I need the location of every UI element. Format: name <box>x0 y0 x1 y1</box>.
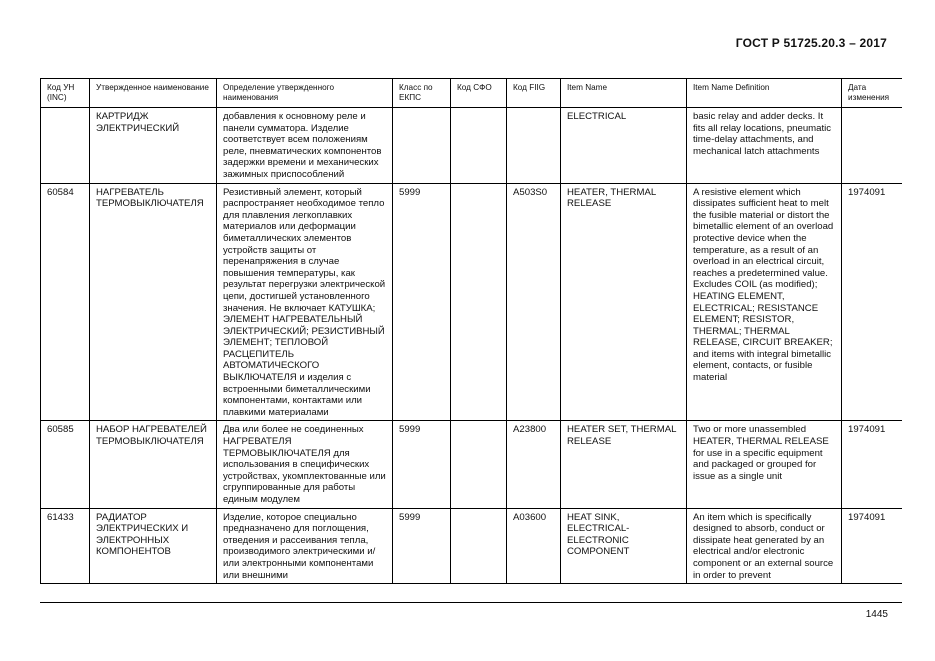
table-row <box>41 421 903 508</box>
cell-inc: 61433 <box>41 508 90 584</box>
table-row <box>41 108 903 184</box>
col-header-definition: Определение утвержденного наименования <box>217 79 393 108</box>
cell-item-definition: Two or more unassembled HEATER, THERMAL RELEASE for use in a specific equipment and packaged or grouped for issue as a single unit <box>687 421 842 508</box>
table-row <box>41 183 903 421</box>
cell-fiig: A03600 <box>507 508 561 584</box>
cell-sfo <box>451 421 507 508</box>
cell-item-name: ELECTRICAL <box>561 108 687 184</box>
document-standard-header: ГОСТ Р 51725.20.3 – 2017 <box>735 36 887 50</box>
cell-item-definition: basic relay and adder decks. It fits all relay locations, pneumatic time-delay attachments, and mechanical latch attachments <box>687 108 842 184</box>
cell-definition: Изделие, которое специально предназначено для поглощения, отведения и рассеивания тепла, производимого электрическими и/или электронными компонентами или внешними <box>217 508 393 584</box>
cell-item-name: HEATER, THERMAL RELEASE <box>561 183 687 421</box>
col-header-inc: Код УН (INC) <box>41 79 90 108</box>
cell-inc <box>41 108 90 184</box>
cell-date: 1974091 <box>842 421 903 508</box>
cell-definition: добавления к основному реле и панели сумматора. Изделие соответствует всем положениям реле, пневматических компонентов задержки времени и механических зажимных приспособлений <box>217 108 393 184</box>
cell-approved-name: НАБОР НАГРЕВАТЕЛЕЙ ТЕРМОВЫКЛЮЧАТЕЛЯ <box>90 421 217 508</box>
cell-inc: 60584 <box>41 183 90 421</box>
cell-fiig <box>507 108 561 184</box>
nomenclature-table-container <box>40 78 902 603</box>
col-header-date: Дата изменения <box>842 79 903 108</box>
cell-sfo <box>451 183 507 421</box>
table-row <box>41 508 903 584</box>
table-header-row <box>41 79 903 108</box>
page-number: 1445 <box>865 609 888 620</box>
cell-class: 5999 <box>393 421 451 508</box>
cell-approved-name: НАГРЕВАТЕЛЬ ТЕРМОВЫКЛЮЧАТЕЛЯ <box>90 183 217 421</box>
cell-item-definition: A resistive element which dissipates sufficient heat to melt the fusible material or distort the bimetallic element of an overload protective device when the temperature, as a result of an overload in an electrical circuit, reaches a predetermined value. Excludes COIL (as modified); HEATING ELEMENT, ELECTRICAL; RESISTANCE ELEMENT; RESISTOR, THERMAL; THERMAL RELEASE, CIRCUIT BREAKER; and items with integral bimetallic element, contacts, or fusible material <box>687 183 842 421</box>
cell-approved-name: КАРТРИДЖ ЭЛЕКТРИЧЕСКИЙ <box>90 108 217 184</box>
cell-sfo <box>451 508 507 584</box>
col-header-class: Класс по ЕКПС <box>393 79 451 108</box>
cell-date <box>842 108 903 184</box>
col-header-fiig: Код FIIG <box>507 79 561 108</box>
nomenclature-table <box>40 78 902 584</box>
cell-fiig: A23800 <box>507 421 561 508</box>
cell-item-name: HEAT SINK, ELECTRICAL-ELECTRONIC COMPONENT <box>561 508 687 584</box>
col-header-item-name: Item Name <box>561 79 687 108</box>
col-header-item-definition: Item Name Definition <box>687 79 842 108</box>
cell-class: 5999 <box>393 508 451 584</box>
cell-item-definition: An item which is specifically designed to absorb, conduct or dissipate heat generated by an electrical and/or electronic component or an external source in order to prevent <box>687 508 842 584</box>
cell-fiig: A503S0 <box>507 183 561 421</box>
cell-sfo <box>451 108 507 184</box>
cell-date: 1974091 <box>842 508 903 584</box>
col-header-approved-name: Утвержденное наименование <box>90 79 217 108</box>
cell-definition: Два или более не соединенных НАГРЕВАТЕЛЯ ТЕРМОВЫКЛЮЧАТЕЛЯ для использования в специфических устройствах, укомплектованные или сгруппированные для работы единым модулем <box>217 421 393 508</box>
cell-item-name: HEATER SET, THERMAL RELEASE <box>561 421 687 508</box>
cell-definition: Резистивный элемент, который распространяет необходимое тепло для плавления легкоплавких материалов или деформации биметаллических элементов устройств защиты от перенапряжения в случае повышения температуры, как результат перегрузки электрической цепи, достигшей установленного значения. Не включает КАТУШКА; ЭЛЕМЕНТ НАГРЕВАТЕЛЬНЫЙ ЭЛЕКТРИЧЕСКИЙ; РЕЗИСТИВНЫЙ ЭЛЕМЕНТ; ТЕПЛОВОЙ РАСЦЕПИТЕЛЬ АВТОМАТИЧЕСКОГО ВЫКЛЮЧАТЕЛЯ и изделия с встроенными биметаллическими компонентами, контактами или плавкими материалами <box>217 183 393 421</box>
cell-class: 5999 <box>393 183 451 421</box>
cell-date: 1974091 <box>842 183 903 421</box>
cell-class <box>393 108 451 184</box>
cell-inc: 60585 <box>41 421 90 508</box>
cell-approved-name: РАДИАТОР ЭЛЕКТРИЧЕСКИХ И ЭЛЕКТРОННЫХ КОМПОНЕНТОВ <box>90 508 217 584</box>
col-header-sfo: Код СФО <box>451 79 507 108</box>
